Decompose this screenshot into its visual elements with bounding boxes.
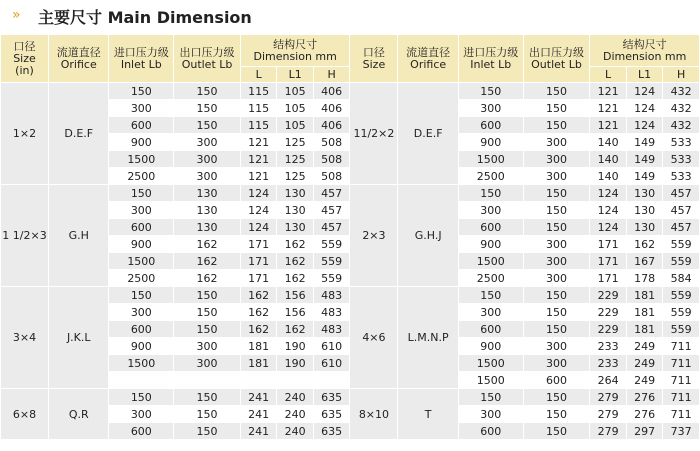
h-cell: 483	[313, 321, 350, 338]
inlet-cell: 600	[109, 117, 174, 134]
page-title: 主要尺寸 Main Dimension	[38, 8, 252, 27]
l1-cell: 156	[277, 287, 314, 304]
table-body	[1, 83, 700, 440]
inlet-cell: 300	[109, 406, 174, 423]
col-l1-header: L1	[277, 67, 314, 83]
h-cell	[313, 372, 350, 389]
size-label-cn: 口径	[13, 39, 36, 53]
inlet-cell: 600	[458, 423, 523, 440]
h-cell: 432	[663, 117, 700, 134]
size-cell: 2×3	[350, 185, 398, 287]
size-cell: 8×10	[350, 389, 398, 440]
l-cell: 241	[240, 406, 277, 423]
outlet-cell: 130	[174, 219, 241, 236]
col-orifice-header	[48, 35, 109, 83]
l-cell: 171	[590, 270, 627, 287]
size-cell: 4×6	[350, 287, 398, 389]
outlet-cell: 162	[174, 270, 241, 287]
l1-cell: 162	[277, 270, 314, 287]
l-cell: 171	[240, 253, 277, 270]
inlet-cell: 2500	[458, 168, 523, 185]
l-cell: 162	[240, 287, 277, 304]
inlet-cell: 300	[109, 304, 174, 321]
l-cell: 279	[590, 389, 627, 406]
outlet-cell: 150	[174, 287, 241, 304]
inlet-cell: 600	[109, 219, 174, 236]
l-cell: 121	[590, 83, 627, 100]
h-cell: 559	[663, 253, 700, 270]
h-cell: 406	[313, 100, 350, 117]
l1-cell	[277, 372, 314, 389]
inlet-cell: 2500	[109, 168, 174, 185]
orifice-cell: G.H.J	[398, 185, 459, 287]
outlet-cell: 150	[523, 185, 590, 202]
size-cell: 6×8	[1, 389, 49, 440]
l-cell: 115	[240, 83, 277, 100]
inlet-cell: 2500	[109, 270, 174, 287]
orifice-cell: Q.R	[48, 389, 109, 440]
table-row	[1, 83, 700, 100]
l-cell: 162	[240, 304, 277, 321]
h-cell: 711	[663, 389, 700, 406]
l1-cell: 125	[277, 151, 314, 168]
l1-cell: 125	[277, 134, 314, 151]
double-chevron-right-icon: »	[12, 7, 19, 23]
h-cell: 559	[313, 236, 350, 253]
inlet-cell: 2500	[458, 270, 523, 287]
l1-cell: 149	[626, 151, 663, 168]
outlet-cell: 300	[523, 236, 590, 253]
h-cell: 711	[663, 372, 700, 389]
l1-cell: 167	[626, 253, 663, 270]
orifice-label-en: Orifice	[410, 57, 447, 71]
l-cell: 140	[590, 134, 627, 151]
l1-cell: 162	[277, 253, 314, 270]
inlet-cell: 300	[109, 100, 174, 117]
outlet-cell: 150	[174, 406, 241, 423]
table-row	[1, 389, 700, 406]
inlet-cell: 900	[109, 236, 174, 253]
outlet-cell	[174, 372, 241, 389]
h-cell: 737	[663, 423, 700, 440]
l1-cell: 190	[277, 355, 314, 372]
l1-cell: 297	[626, 423, 663, 440]
inlet-cell: 1500	[109, 151, 174, 168]
size-cell: 3×4	[1, 287, 49, 389]
l-cell: 124	[240, 185, 277, 202]
l1-cell: 181	[626, 304, 663, 321]
outlet-cell: 150	[174, 423, 241, 440]
l1-cell: 124	[626, 83, 663, 100]
outlet-cell: 300	[523, 134, 590, 151]
l1-cell: 162	[277, 321, 314, 338]
inlet-cell: 900	[109, 338, 174, 355]
outlet-label-en: Outlet Lb	[531, 57, 582, 71]
col-h-header: H	[313, 67, 350, 83]
l-cell	[240, 372, 277, 389]
l1-cell: 240	[277, 423, 314, 440]
inlet-cell: 600	[109, 423, 174, 440]
col-orifice-header-right	[398, 35, 459, 83]
inlet-label-en: Inlet Lb	[120, 57, 162, 71]
h-cell: 559	[663, 236, 700, 253]
h-cell: 457	[663, 185, 700, 202]
h-cell: 559	[663, 321, 700, 338]
dimension-label-en: Dimension mm	[602, 49, 687, 63]
outlet-cell: 300	[174, 338, 241, 355]
h-cell: 711	[663, 406, 700, 423]
orifice-cell: D.E.F	[48, 83, 109, 185]
l-cell: 124	[590, 219, 627, 236]
outlet-cell: 150	[174, 321, 241, 338]
l1-cell: 276	[626, 389, 663, 406]
outlet-cell: 300	[523, 355, 590, 372]
l1-cell: 249	[626, 372, 663, 389]
h-cell: 533	[663, 168, 700, 185]
l-cell: 241	[240, 423, 277, 440]
l1-cell: 124	[626, 100, 663, 117]
h-cell: 584	[663, 270, 700, 287]
h-cell: 559	[663, 287, 700, 304]
col-l-header: L	[240, 67, 277, 83]
h-cell: 711	[663, 355, 700, 372]
orifice-cell: T	[398, 389, 459, 440]
outlet-cell: 162	[174, 236, 241, 253]
dimension-table	[0, 34, 700, 440]
l1-cell: 130	[626, 202, 663, 219]
l1-cell: 190	[277, 338, 314, 355]
l1-cell: 240	[277, 389, 314, 406]
inlet-cell: 300	[458, 406, 523, 423]
orifice-cell: L.M.N.P	[398, 287, 459, 389]
outlet-cell: 300	[174, 355, 241, 372]
l-cell: 171	[240, 270, 277, 287]
l-cell: 181	[240, 338, 277, 355]
table-row	[1, 287, 700, 304]
col-size-header	[1, 35, 49, 83]
inlet-cell: 600	[458, 219, 523, 236]
l1-cell: 156	[277, 304, 314, 321]
col-dimension-header	[240, 35, 350, 67]
inlet-cell: 600	[458, 321, 523, 338]
l-cell: 124	[590, 202, 627, 219]
l-cell: 279	[590, 406, 627, 423]
col-size-header-right	[350, 35, 398, 83]
outlet-cell: 150	[174, 83, 241, 100]
outlet-cell: 150	[174, 100, 241, 117]
size-cell: 1×2	[1, 83, 49, 185]
orifice-label-cn: 流道直径	[56, 45, 101, 59]
l-cell: 115	[240, 100, 277, 117]
outlet-cell: 162	[174, 253, 241, 270]
h-cell: 508	[313, 168, 350, 185]
l-cell: 181	[240, 355, 277, 372]
h-cell: 457	[313, 219, 350, 236]
l-cell: 124	[590, 185, 627, 202]
dimension-label-cn: 结构尺寸	[622, 37, 667, 51]
l-cell: 241	[240, 389, 277, 406]
size-label-en: Size	[13, 51, 36, 65]
l1-cell: 249	[626, 338, 663, 355]
outlet-cell: 150	[523, 321, 590, 338]
orifice-label-en: Orifice	[60, 57, 97, 71]
l-cell: 229	[590, 304, 627, 321]
l1-cell: 181	[626, 287, 663, 304]
inlet-cell: 900	[109, 134, 174, 151]
l-cell: 121	[240, 151, 277, 168]
h-cell: 610	[313, 338, 350, 355]
l-cell: 115	[240, 117, 277, 134]
h-cell: 711	[663, 338, 700, 355]
l1-cell: 130	[277, 219, 314, 236]
inlet-label-cn: 进口压力级	[463, 45, 519, 59]
l1-cell: 181	[626, 321, 663, 338]
inlet-cell: 150	[109, 185, 174, 202]
h-cell: 559	[663, 304, 700, 321]
outlet-cell: 150	[523, 117, 590, 134]
h-cell: 406	[313, 83, 350, 100]
orifice-cell: D.E.F	[398, 83, 459, 185]
h-cell: 432	[663, 83, 700, 100]
l-cell: 279	[590, 423, 627, 440]
outlet-cell: 150	[523, 406, 590, 423]
outlet-label-cn: 出口压力级	[179, 45, 235, 59]
inlet-cell: 300	[109, 202, 174, 219]
inlet-cell: 900	[458, 134, 523, 151]
col-h-header-right: H	[663, 67, 700, 83]
l-cell: 124	[240, 202, 277, 219]
h-cell: 635	[313, 406, 350, 423]
l1-cell: 105	[277, 100, 314, 117]
col-dimension-header-right	[590, 35, 700, 67]
h-cell: 457	[663, 219, 700, 236]
l-cell: 162	[240, 321, 277, 338]
outlet-cell: 130	[174, 185, 241, 202]
outlet-cell: 600	[523, 372, 590, 389]
size-cell: 1 1/2×3	[1, 185, 49, 287]
l1-cell: 130	[277, 185, 314, 202]
orifice-cell: J.K.L	[48, 287, 109, 389]
size-unit-label: (in)	[15, 63, 34, 77]
outlet-cell: 300	[523, 270, 590, 287]
dimension-label-en: Dimension mm	[253, 49, 337, 63]
inlet-cell: 150	[109, 389, 174, 406]
l-cell: 121	[590, 100, 627, 117]
inlet-cell: 1500	[458, 151, 523, 168]
inlet-cell	[109, 372, 174, 389]
inlet-cell: 150	[458, 83, 523, 100]
l1-cell: 249	[626, 355, 663, 372]
l-cell: 140	[590, 151, 627, 168]
l1-cell: 149	[626, 134, 663, 151]
dimension-label-cn: 结构尺寸	[273, 37, 318, 51]
outlet-cell: 150	[523, 219, 590, 236]
inlet-cell: 300	[458, 202, 523, 219]
h-cell: 610	[313, 355, 350, 372]
inlet-label-cn: 进口压力级	[113, 45, 169, 59]
col-inlet-header-right	[458, 35, 523, 83]
h-cell: 457	[663, 202, 700, 219]
outlet-cell: 300	[174, 168, 241, 185]
outlet-cell: 300	[174, 151, 241, 168]
h-cell: 406	[313, 117, 350, 134]
l1-cell: 105	[277, 117, 314, 134]
size-cell: 11/2×2	[350, 83, 398, 185]
l-cell: 229	[590, 321, 627, 338]
h-cell: 483	[313, 287, 350, 304]
inlet-cell: 300	[458, 100, 523, 117]
l-cell: 229	[590, 287, 627, 304]
inlet-cell: 150	[458, 389, 523, 406]
l1-cell: 276	[626, 406, 663, 423]
l1-cell: 130	[626, 219, 663, 236]
outlet-cell: 150	[523, 83, 590, 100]
outlet-cell: 150	[174, 304, 241, 321]
inlet-cell: 900	[458, 236, 523, 253]
h-cell: 432	[663, 100, 700, 117]
size-label-en: Size	[362, 57, 386, 71]
outlet-cell: 150	[523, 202, 590, 219]
outlet-cell: 150	[523, 423, 590, 440]
outlet-cell: 150	[174, 389, 241, 406]
outlet-cell: 300	[523, 338, 590, 355]
orifice-label-cn: 流道直径	[406, 45, 451, 59]
inlet-cell: 1500	[458, 355, 523, 372]
l-cell: 233	[590, 338, 627, 355]
l1-cell: 162	[277, 236, 314, 253]
inlet-cell: 900	[458, 338, 523, 355]
l1-cell: 149	[626, 168, 663, 185]
l-cell: 264	[590, 372, 627, 389]
col-l-header-right: L	[590, 67, 627, 83]
outlet-label-cn: 出口压力级	[528, 45, 584, 59]
l1-cell: 178	[626, 270, 663, 287]
outlet-cell: 300	[174, 134, 241, 151]
l1-cell: 130	[277, 202, 314, 219]
inlet-cell: 1500	[109, 253, 174, 270]
h-cell: 483	[313, 304, 350, 321]
col-outlet-header	[174, 35, 241, 83]
h-cell: 457	[313, 202, 350, 219]
outlet-cell: 300	[523, 253, 590, 270]
outlet-cell: 150	[523, 389, 590, 406]
inlet-cell: 150	[458, 185, 523, 202]
outlet-label-en: Outlet Lb	[181, 57, 233, 71]
h-cell: 635	[313, 423, 350, 440]
outlet-cell: 130	[174, 202, 241, 219]
h-cell: 457	[313, 185, 350, 202]
inlet-cell: 1500	[109, 355, 174, 372]
l-cell: 121	[240, 168, 277, 185]
l-cell: 171	[240, 236, 277, 253]
l1-cell: 124	[626, 117, 663, 134]
l1-cell: 162	[626, 236, 663, 253]
l-cell: 171	[590, 236, 627, 253]
inlet-cell: 300	[458, 304, 523, 321]
outlet-cell: 150	[523, 100, 590, 117]
h-cell: 559	[313, 253, 350, 270]
h-cell: 635	[313, 389, 350, 406]
h-cell: 533	[663, 134, 700, 151]
inlet-cell: 150	[458, 287, 523, 304]
l1-cell: 240	[277, 406, 314, 423]
l-cell: 121	[240, 134, 277, 151]
outlet-cell: 150	[174, 117, 241, 134]
inlet-cell: 150	[109, 287, 174, 304]
h-cell: 533	[663, 151, 700, 168]
size-label-cn: 口径	[362, 45, 385, 59]
inlet-cell: 600	[458, 117, 523, 134]
l1-cell: 105	[277, 83, 314, 100]
orifice-cell: G.H	[48, 185, 109, 287]
inlet-cell: 150	[109, 83, 174, 100]
l-cell: 124	[240, 219, 277, 236]
inlet-cell: 600	[109, 321, 174, 338]
table-row	[1, 185, 700, 202]
l-cell: 121	[590, 117, 627, 134]
col-outlet-header-right	[523, 35, 590, 83]
l-cell: 171	[590, 253, 627, 270]
col-l1-header-right: L1	[626, 67, 663, 83]
outlet-cell: 150	[523, 287, 590, 304]
page-header	[0, 0, 700, 34]
l-cell: 233	[590, 355, 627, 372]
h-cell: 559	[313, 270, 350, 287]
h-cell: 508	[313, 151, 350, 168]
h-cell: 508	[313, 134, 350, 151]
l1-cell: 125	[277, 168, 314, 185]
outlet-cell: 150	[523, 304, 590, 321]
col-inlet-header	[109, 35, 174, 83]
l-cell: 140	[590, 168, 627, 185]
inlet-cell: 1500	[458, 253, 523, 270]
outlet-cell: 300	[523, 151, 590, 168]
outlet-cell: 300	[523, 168, 590, 185]
l1-cell: 130	[626, 185, 663, 202]
inlet-label-en: Inlet Lb	[470, 57, 512, 71]
inlet-cell: 1500	[458, 372, 523, 389]
